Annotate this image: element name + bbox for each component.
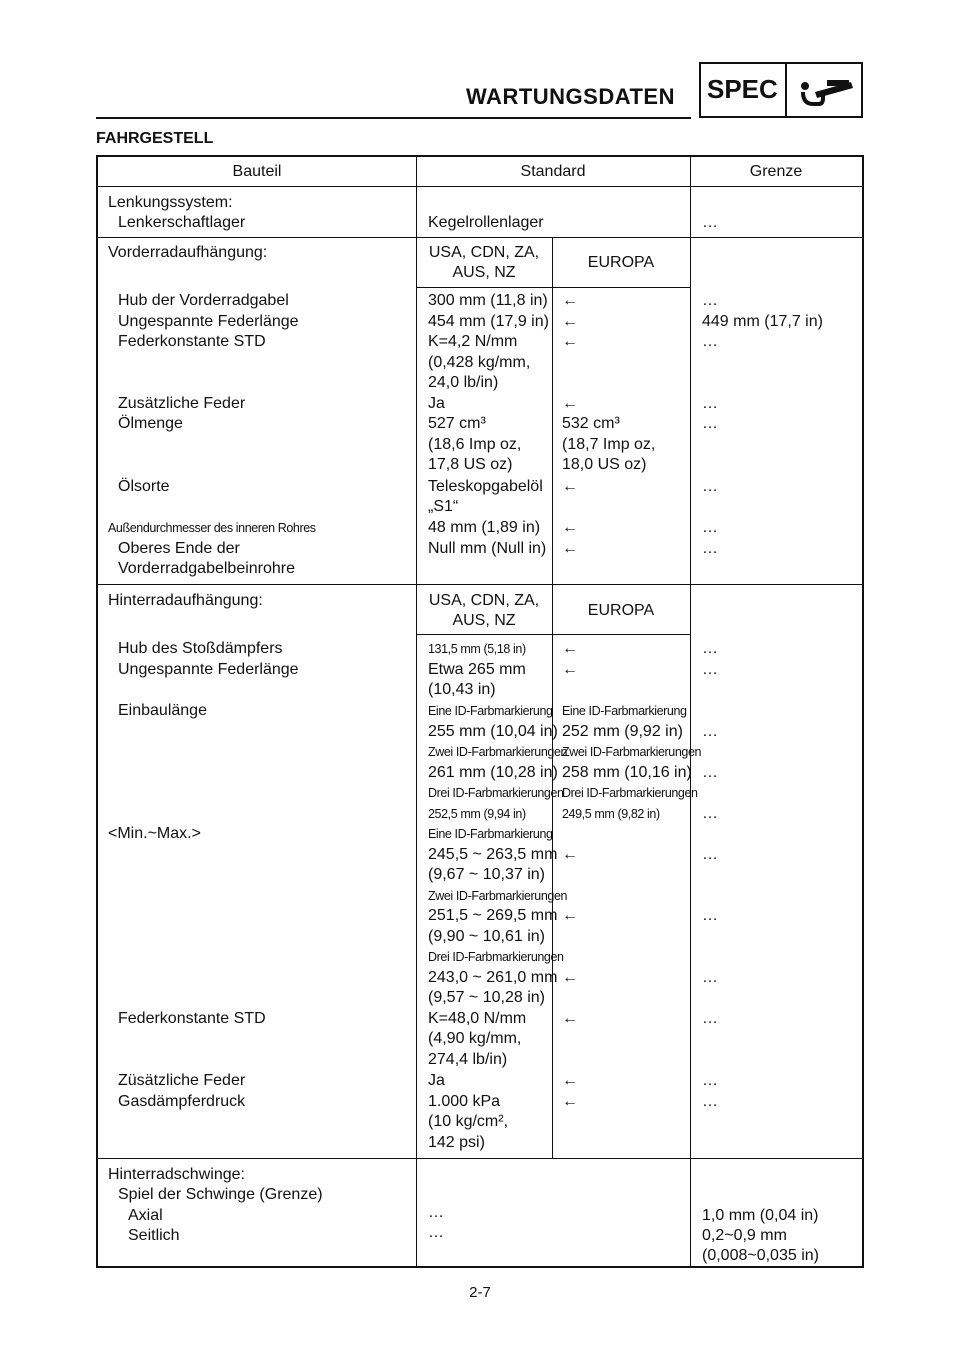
col-header-grenze: Grenze bbox=[749, 163, 803, 180]
rear-springlen-usa-2: (10,43 in) bbox=[428, 681, 496, 698]
rear-minmax-1b: (9,67 ~ 10,37 in) bbox=[428, 866, 545, 883]
front-springlen-eu: ← bbox=[562, 313, 578, 330]
page-header-title: WARTUNGSDATEN bbox=[466, 84, 675, 109]
spec-badge-label: SPEC bbox=[707, 74, 778, 104]
rear-heading: Hinterradaufhängung: bbox=[108, 592, 263, 609]
rear-stroke-label: Hub des Stoßdämpfers bbox=[118, 640, 283, 657]
front-stroke-limit: … bbox=[702, 292, 718, 309]
rear-springlen-eu: ← bbox=[562, 661, 578, 678]
section-title: FAHRGESTELL bbox=[96, 130, 214, 147]
front-col-usa-1: USA, CDN, ZA, bbox=[428, 244, 540, 261]
rear-minmax-label: <Min.~Max.> bbox=[108, 825, 201, 842]
front-innertube-usa: 48 mm (1,89 in) bbox=[428, 519, 541, 536]
rear-gas-limit: … bbox=[702, 1093, 718, 1110]
rear-extraspring-eu: ← bbox=[562, 1072, 578, 1089]
fork-icon bbox=[793, 72, 859, 112]
front-springrate-label: Federkonstante STD bbox=[118, 333, 266, 350]
front-oiltype-limit: … bbox=[702, 478, 718, 495]
rear-installlen-limit-1: … bbox=[702, 723, 718, 740]
page-number: 2-7 bbox=[469, 1284, 491, 1301]
rear-minmax-3a: 243,0 ~ 261,0 mm bbox=[428, 969, 558, 986]
col-separator-2 bbox=[690, 157, 691, 1266]
front-stroke-usa: 300 mm (11,8 in) bbox=[428, 292, 548, 309]
rear-installlen-id-1-eu: Eine ID-Farbmarkierung bbox=[562, 704, 687, 718]
front-oilqty-limit: … bbox=[702, 415, 718, 432]
rear-springlen-label: Ungespannte Federlänge bbox=[118, 661, 299, 678]
front-extraspring-eu: ← bbox=[562, 395, 578, 412]
front-oilqty-eu-3: 18,0 US oz) bbox=[562, 456, 647, 473]
front-oilqty-eu-2: (18,7 Imp oz, bbox=[562, 436, 656, 453]
front-innertube-eu: ← bbox=[562, 519, 578, 536]
front-extraspring-usa: Ja bbox=[428, 395, 445, 412]
front-oiltype-eu: ← bbox=[562, 478, 578, 495]
rear-subcol-separator bbox=[552, 585, 553, 1159]
rear-springrate-usa-1: K=48,0 N/mm bbox=[428, 1010, 527, 1027]
front-subheader-separator bbox=[416, 287, 690, 288]
rear-minmax-limit-1: … bbox=[702, 846, 718, 863]
col-header-bauteil: Bauteil bbox=[232, 163, 282, 180]
rear-installlen-eu-3: 249,5 mm (9,82 in) bbox=[562, 807, 660, 821]
rear-installlen-eu-2: 258 mm (10,16 in) bbox=[562, 764, 692, 781]
front-oilqty-usa-3: 17,8 US oz) bbox=[428, 456, 513, 473]
rear-installlen-eu-1: 252 mm (9,92 in) bbox=[562, 723, 683, 740]
rear-minmax-id-2: Zwei ID-Farbmarkierungen bbox=[428, 889, 568, 903]
front-col-usa-2: AUS, NZ bbox=[452, 264, 516, 281]
front-innertube-limit: … bbox=[702, 519, 718, 536]
rear-springlen-limit: … bbox=[702, 661, 718, 678]
front-extraspring-limit: … bbox=[702, 395, 718, 412]
rear-installlen-limit-3: … bbox=[702, 805, 718, 822]
rear-minmax-limit-3: … bbox=[702, 969, 718, 986]
steering-limit: … bbox=[702, 214, 718, 231]
steering-standard: Kegelrollenlager bbox=[428, 214, 544, 231]
front-oilqty-eu-1: 532 cm³ bbox=[562, 415, 620, 432]
rear-installlen-limit-2: … bbox=[702, 764, 718, 781]
rear-installlen-id-1-usa: Eine ID-Farbmarkierung bbox=[428, 704, 553, 718]
rear-minmax-id-1: Eine ID-Farbmarkierung bbox=[428, 827, 553, 841]
rear-springlen-usa-1: Etwa 265 mm bbox=[428, 661, 526, 678]
front-innertube-label: Außendurchmesser des inneren Rohres bbox=[108, 521, 316, 535]
front-stroke-eu: ← bbox=[562, 292, 578, 309]
front-oilqty-usa-1: 527 cm³ bbox=[428, 415, 486, 432]
rear-installlen-label: Einbaulänge bbox=[118, 702, 207, 719]
rear-gas-usa-2: (10 kg/cm², bbox=[428, 1113, 509, 1130]
rear-row-separator bbox=[98, 1158, 862, 1159]
front-springrate-usa-2: (0,428 kg/mm, bbox=[428, 354, 531, 371]
rear-subheader-separator bbox=[416, 634, 690, 635]
front-springrate-usa-3: 24,0 lb/in) bbox=[428, 374, 499, 391]
front-oilqty-usa-2: (18,6 Imp oz, bbox=[428, 436, 522, 453]
rear-minmax-id-3: Drei ID-Farbmarkierungen bbox=[428, 950, 564, 964]
front-tubetop-usa: Null mm (Null in) bbox=[428, 540, 547, 557]
rear-gas-usa-3: 142 psi) bbox=[428, 1134, 485, 1151]
swingarm-heading: Hinterradschwinge: bbox=[108, 1166, 245, 1183]
front-row-separator bbox=[98, 584, 862, 585]
front-springlen-usa: 454 mm (17,9 in) bbox=[428, 313, 549, 330]
front-tubetop-limit: … bbox=[702, 540, 718, 557]
rear-minmax-3b: (9,57 ~ 10,28 in) bbox=[428, 989, 545, 1006]
rear-installlen-usa-3: 252,5 mm (9,94 in) bbox=[428, 807, 526, 821]
rear-springrate-label: Federkonstante STD bbox=[118, 1010, 266, 1027]
steering-row-separator bbox=[98, 237, 862, 238]
front-springrate-limit: … bbox=[702, 333, 718, 350]
rear-gas-usa-1: 1.000 kPa bbox=[428, 1093, 501, 1110]
rear-installlen-usa-1: 255 mm (10,04 in) bbox=[428, 723, 558, 740]
chassis-spec-table bbox=[96, 155, 864, 1268]
swingarm-sub: Spiel der Schwinge (Grenze) bbox=[118, 1186, 323, 1203]
front-col-eu: EUROPA bbox=[587, 254, 655, 271]
rear-springrate-limit: … bbox=[702, 1010, 718, 1027]
rear-springrate-eu: ← bbox=[562, 1010, 578, 1027]
rear-gas-eu: ← bbox=[562, 1093, 578, 1110]
swingarm-side-limit-1: 0,2~0,9 mm bbox=[702, 1227, 787, 1244]
rear-gas-label: Gasdämpferdruck bbox=[118, 1093, 246, 1110]
front-springlen-limit: 449 mm (17,7 in) bbox=[702, 313, 823, 330]
swingarm-side-standard: … bbox=[428, 1224, 444, 1241]
swingarm-axial-label: Axial bbox=[128, 1207, 163, 1224]
swingarm-axial-standard: … bbox=[428, 1204, 444, 1221]
rear-installlen-id-2-eu: Zwei ID-Farbmarkierungen bbox=[562, 745, 702, 759]
rear-installlen-id-3-eu: Drei ID-Farbmarkierungen bbox=[562, 786, 698, 800]
rear-installlen-id-2-usa: Zwei ID-Farbmarkierungen bbox=[428, 745, 568, 759]
front-springlen-label: Ungespannte Federlänge bbox=[118, 313, 299, 330]
rear-stroke-usa: 131,5 mm (5,18 in) bbox=[428, 642, 526, 656]
rear-minmax-eu-2: ← bbox=[562, 907, 578, 924]
rear-stroke-eu: ← bbox=[562, 640, 578, 657]
rear-installlen-id-3-usa: Drei ID-Farbmarkierungen bbox=[428, 786, 564, 800]
col-separator-1 bbox=[416, 157, 417, 1266]
rear-minmax-1a: 245,5 ~ 263,5 mm bbox=[428, 846, 558, 863]
front-tubetop-eu: ← bbox=[562, 540, 578, 557]
front-oilqty-label: Ölmenge bbox=[118, 415, 183, 432]
rear-col-usa-1: USA, CDN, ZA, bbox=[428, 592, 540, 609]
rear-minmax-2a: 251,5 ~ 269,5 mm bbox=[428, 907, 558, 924]
front-oiltype-label: Ölsorte bbox=[118, 478, 170, 495]
front-springrate-usa-1: K=4,2 N/mm bbox=[428, 333, 518, 350]
rear-minmax-limit-2: … bbox=[702, 907, 718, 924]
front-springrate-eu: ← bbox=[562, 333, 578, 350]
swingarm-axial-limit: 1,0 mm (0,04 in) bbox=[702, 1207, 819, 1224]
rear-minmax-eu-3: ← bbox=[562, 969, 578, 986]
spec-badge-divider bbox=[785, 64, 787, 116]
front-stroke-label: Hub der Vorderradgabel bbox=[118, 292, 289, 309]
steering-heading: Lenkungssystem: bbox=[108, 194, 233, 211]
header-rule bbox=[96, 117, 691, 119]
steering-item: Lenkerschaftlager bbox=[118, 214, 246, 231]
front-tubetop-label-1: Oberes Ende der bbox=[118, 540, 240, 557]
rear-col-eu: EUROPA bbox=[587, 602, 655, 619]
front-tubetop-label-2: Vorderradgabelbeinrohre bbox=[118, 560, 296, 577]
rear-minmax-2b: (9,90 ~ 10,61 in) bbox=[428, 928, 545, 945]
rear-extraspring-label: Züsätzliche Feder bbox=[118, 1072, 246, 1089]
rear-extraspring-usa: Ja bbox=[428, 1072, 445, 1089]
rear-springrate-usa-3: 274,4 lb/in) bbox=[428, 1051, 508, 1068]
rear-extraspring-limit: … bbox=[702, 1072, 718, 1089]
col-header-standard: Standard bbox=[520, 163, 586, 180]
rear-installlen-usa-2: 261 mm (10,28 in) bbox=[428, 764, 558, 781]
front-subcol-separator bbox=[552, 238, 553, 584]
rear-minmax-eu-1: ← bbox=[562, 846, 578, 863]
rear-stroke-limit: … bbox=[702, 640, 718, 657]
rear-springrate-usa-2: (4,90 kg/mm, bbox=[428, 1030, 522, 1047]
front-heading: Vorderradaufhängung: bbox=[108, 244, 268, 261]
front-extraspring-label: Zusätzliche Feder bbox=[118, 395, 246, 412]
rear-col-usa-2: AUS, NZ bbox=[452, 612, 516, 629]
swingarm-side-limit-2: (0,008~0,035 in) bbox=[702, 1247, 819, 1264]
swingarm-side-label: Seitlich bbox=[128, 1227, 180, 1244]
front-oiltype-usa-1: Teleskopgabelöl bbox=[428, 478, 543, 495]
spec-badge bbox=[699, 62, 863, 118]
front-oiltype-usa-2: „S1“ bbox=[428, 498, 459, 515]
header-row-separator bbox=[98, 186, 862, 187]
